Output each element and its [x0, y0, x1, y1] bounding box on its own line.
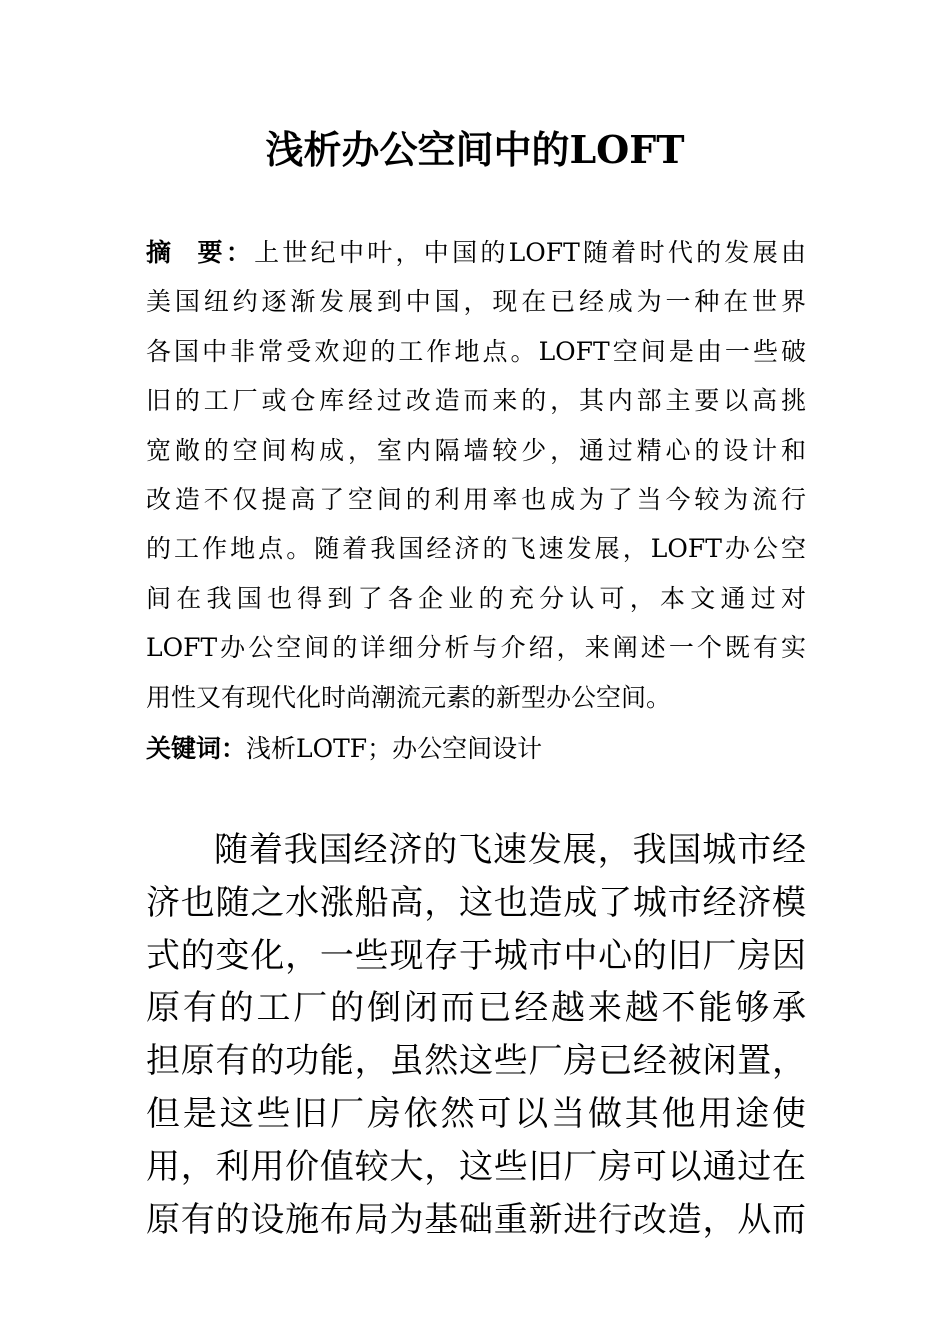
- abstract-line: 各国中非常受欢迎的工作地点。LOFT空间是由一些破: [146, 336, 806, 366]
- body-line: 原有的设施布局为基础重新进行改造，从而: [146, 1199, 806, 1240]
- abstract-line: 用性又有现代化时尚潮流元素的新型办公空间。: [146, 682, 672, 712]
- body-line: 随着我国经济的飞速发展，我国城市经: [214, 830, 806, 870]
- abstract-section: [146, 228, 806, 722]
- abstract-line: 摘 要：上世纪中叶，中国的LOFT随着时代的发展由: [146, 238, 806, 267]
- abstract-line: 宽敞的空间构成，室内隔墙较少，通过精心的设计和: [146, 435, 806, 465]
- abstract-label: 摘 要：: [146, 238, 255, 267]
- body-line: 原有的工厂的倒闭而已经越来越不能够承: [146, 988, 806, 1029]
- body-line: 担原有的功能，虽然这些厂房已经被闲置，: [146, 1041, 806, 1082]
- abstract-line: 间在我国也得到了各企业的充分认可，本文通过对: [146, 583, 806, 613]
- abstract-line: LOFT办公空间的详细分析与介绍，来阐述一个既有实: [146, 633, 806, 663]
- abstract-line: 的工作地点。随着我国经济的飞速发展，LOFT办公空: [146, 534, 806, 564]
- keywords-line: [146, 724, 806, 773]
- abstract-line: 旧的工厂或仓库经过改造而来的，其内部主要以高挑: [146, 386, 806, 416]
- body-line: 式的变化，一些现存于城市中心的旧厂房因: [146, 935, 806, 976]
- abstract-line: 美国纽约逐渐发展到中国，现在已经成为一种在世界: [146, 287, 806, 317]
- body-line: 但是这些旧厂房依然可以当做其他用途使: [146, 1093, 806, 1134]
- body-paragraph: [146, 824, 806, 1246]
- body-line: 用，利用价值较大，这些旧厂房可以通过在: [146, 1146, 806, 1187]
- keywords-value: 浅析LOTF；办公空间设计: [246, 734, 543, 763]
- body-line: 济也随之水涨船高，这也造成了城市经济模: [146, 882, 806, 923]
- keywords-label: 关键词：: [146, 734, 247, 763]
- document-title: 浅析办公空间中的LOFT: [265, 127, 685, 172]
- abstract-line: 改造不仅提高了空间的利用率也成为了当今较为流行: [146, 484, 806, 514]
